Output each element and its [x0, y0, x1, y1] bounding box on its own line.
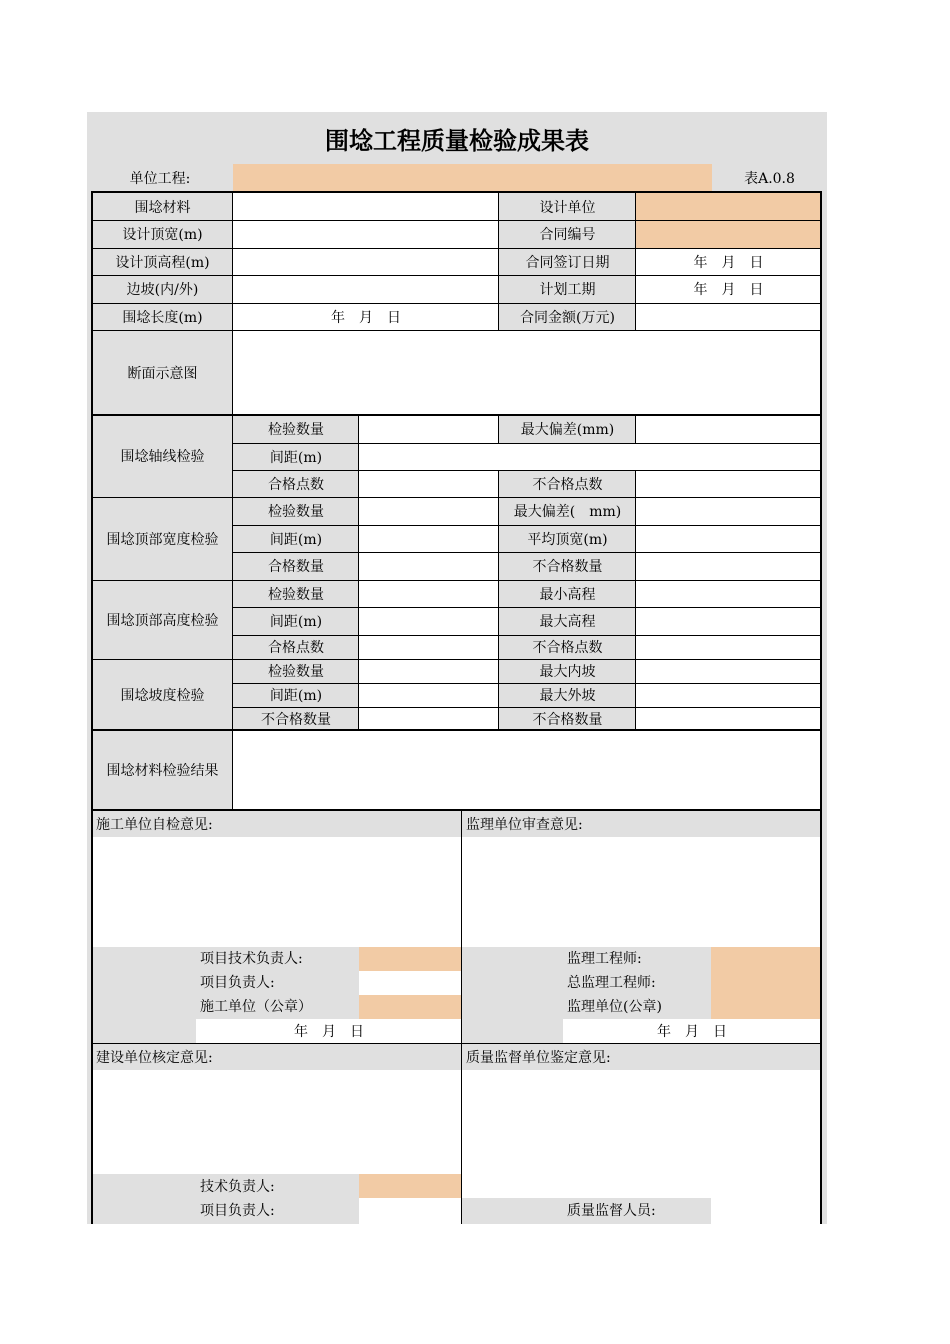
grid-line — [92, 220, 821, 221]
grid-line — [233, 635, 821, 636]
width-group-label: 围埝顶部宽度检验 — [106, 531, 219, 548]
axis-fail-input[interactable] — [636, 470, 821, 497]
quality-staff-input[interactable] — [711, 1198, 821, 1224]
supervisor-opinion-area[interactable] — [462, 837, 821, 947]
pm-label: 项目负责人: — [200, 975, 275, 991]
grid-line — [92, 248, 821, 249]
grid-line — [92, 414, 821, 416]
slope-input[interactable] — [233, 275, 499, 303]
slope-fail-left-input[interactable] — [359, 707, 499, 730]
grid-line — [358, 415, 359, 730]
grid-line — [92, 1043, 821, 1044]
sign-date-label: 合同签订日期 — [525, 254, 610, 271]
width-spacing-label: 间距(m) — [269, 531, 323, 548]
grid-line — [92, 330, 821, 331]
grid-line — [635, 192, 636, 330]
section-label: 断面示意图 — [127, 365, 198, 382]
unit-project-label: 单位工程: — [87, 164, 233, 192]
grid-line — [498, 415, 499, 443]
height-spacing-input[interactable] — [359, 607, 499, 635]
contract-amount-input[interactable] — [636, 303, 821, 330]
grid-line — [461, 810, 462, 1224]
contractor-seal-input[interactable] — [359, 995, 462, 1019]
supervisor-sign-inputs[interactable] — [711, 947, 821, 1019]
grid-line — [92, 809, 821, 811]
page-title: 围埝工程质量检验成果表 — [87, 112, 827, 164]
tech-lead-label: 项目技术负责人: — [200, 951, 303, 967]
contractor-date[interactable]: 年 月 日 — [196, 1019, 462, 1043]
contractor-opinion-label: 施工单位自检意见: — [92, 810, 462, 837]
contractor-date-pad — [92, 1019, 196, 1043]
slope-label: 边坡(内/外) — [126, 282, 199, 298]
length-label: 围埝长度(m) — [122, 309, 203, 326]
width-pass-label: 合格数量 — [268, 559, 324, 575]
supervisor-date-pad — [462, 1019, 563, 1043]
plan-period-value[interactable]: 年 月 日 — [636, 275, 821, 303]
width-maxdev-input[interactable] — [636, 497, 821, 525]
slope-fail-right-input[interactable] — [636, 707, 821, 730]
height-group-label: 围埝顶部高度检验 — [106, 612, 219, 629]
grid-line — [635, 470, 636, 730]
slope-maxout-input[interactable] — [636, 683, 821, 707]
height-fail-input[interactable] — [636, 635, 821, 659]
quality-staff-label: 质量监督人员: — [567, 1203, 656, 1219]
chief-engineer-label: 总监理工程师: — [567, 975, 656, 991]
grid-line — [498, 192, 499, 330]
quality-opinion-area[interactable] — [462, 1070, 821, 1198]
height-pass-input[interactable] — [359, 635, 499, 659]
axis-count-label: 检验数量 — [268, 422, 324, 438]
grid-line — [233, 683, 821, 684]
tech-lead-row — [197, 947, 357, 971]
height-count-input[interactable] — [359, 580, 499, 607]
quality-opinion-label: 质量监督单位鉴定意见: — [462, 1043, 821, 1070]
slope-maxin-input[interactable] — [636, 659, 821, 683]
height-count-label: 检验数量 — [268, 586, 324, 603]
owner-tech-label: 技术负责人: — [200, 1179, 275, 1195]
section-diagram-area[interactable] — [233, 330, 821, 415]
sign-date-value[interactable]: 年 月 日 — [636, 248, 821, 275]
slope-count-label: 检验数量 — [268, 664, 324, 680]
width-count-label: 检验数量 — [268, 504, 324, 520]
grid-line — [92, 580, 821, 581]
grid-line — [233, 470, 821, 471]
grid-line — [635, 415, 636, 443]
axis-pass-input[interactable] — [359, 470, 499, 497]
material-input[interactable] — [233, 193, 499, 220]
height-pass-label: 合格点数 — [268, 640, 324, 656]
contractor-seal-label: 施工单位（公章） — [200, 999, 312, 1015]
width-maxdev-label: 最大偏差( mm) — [513, 504, 622, 520]
grid-line — [232, 192, 233, 810]
slope-fail-left-label: 不合格数量 — [261, 711, 331, 728]
axis-group-label: 围埝轴线检验 — [120, 449, 205, 465]
slope-count-input[interactable] — [359, 659, 499, 683]
form-sheet — [87, 112, 827, 1224]
sup-seal-label: 监理单位(公章) — [567, 999, 662, 1015]
width-fail-input[interactable] — [636, 552, 821, 580]
owner-tech-input[interactable] — [359, 1174, 462, 1198]
grid-line — [92, 729, 821, 731]
pm-row — [197, 971, 357, 995]
contract-amount-label: 合同金额(万元) — [520, 309, 615, 326]
border-top — [91, 191, 822, 193]
grid-line — [233, 607, 821, 608]
top-elev-input[interactable] — [233, 248, 499, 275]
grid-line — [233, 525, 821, 526]
width-count-input[interactable] — [359, 497, 499, 525]
material-label: 围埝材料 — [134, 199, 191, 216]
slope-spacing-label: 间距(m) — [269, 688, 323, 704]
height-min-input[interactable] — [636, 580, 821, 607]
grid-line — [92, 303, 821, 304]
border-left — [91, 191, 93, 1224]
tech-lead-input[interactable] — [359, 947, 462, 971]
contractor-opinion-area[interactable] — [92, 837, 462, 947]
supervisor-date[interactable]: 年 月 日 — [563, 1019, 821, 1043]
slope-group-label: 围埝坡度检验 — [120, 687, 205, 704]
axis-maxdev-input[interactable] — [636, 415, 821, 443]
height-fail-label: 不合格点数 — [532, 640, 603, 656]
axis-fail-label: 不合格点数 — [532, 476, 603, 493]
grid-line — [233, 443, 821, 444]
top-width-label: 设计顶宽(m) — [122, 227, 203, 243]
contractor-seal-row — [197, 995, 357, 1019]
height-spacing-label: 间距(m) — [269, 614, 323, 630]
grid-line — [92, 497, 821, 498]
slope-fail-right-label: 不合格数量 — [532, 711, 603, 728]
width-avg-input[interactable] — [636, 525, 821, 552]
height-max-label: 最大高程 — [539, 614, 596, 630]
grid-line — [498, 470, 499, 730]
owner-opinion-area[interactable] — [92, 1070, 462, 1174]
axis-maxdev-label: 最大偏差(mm) — [520, 422, 615, 438]
supervisor-opinion-label: 监理单位审查意见: — [462, 810, 821, 837]
length-value[interactable]: 年 月 日 — [233, 303, 499, 330]
owner-pm-label: 项目负责人: — [200, 1203, 275, 1219]
design-unit-label: 设计单位 — [539, 199, 596, 216]
grid-line — [92, 659, 821, 660]
axis-count-input[interactable] — [359, 415, 499, 443]
width-pass-input[interactable] — [359, 552, 499, 580]
width-avg-label: 平均顶宽(m) — [527, 531, 608, 548]
material-result-input[interactable] — [233, 730, 821, 810]
top-elev-label: 设计顶高程(m) — [115, 254, 210, 271]
form-number: 表A.0.8 — [712, 164, 827, 192]
width-spacing-input[interactable] — [359, 525, 499, 552]
owner-opinion-label: 建设单位核定意见: — [92, 1043, 462, 1070]
grid-line — [233, 707, 821, 708]
slope-maxout-label: 最大外坡 — [539, 688, 596, 704]
width-fail-label: 不合格数量 — [532, 559, 603, 575]
grid-line — [92, 275, 821, 276]
top-width-input[interactable] — [233, 220, 499, 248]
pm-input[interactable] — [359, 971, 462, 995]
unit-project-input[interactable] — [233, 164, 712, 192]
plan-period-label: 计划工期 — [539, 282, 596, 298]
owner-pm-input[interactable] — [359, 1198, 462, 1224]
axis-spacing-label: 间距(m) — [269, 449, 323, 466]
grid-line — [233, 552, 821, 553]
slope-maxin-label: 最大内坡 — [539, 664, 596, 680]
axis-pass-label: 合格点数 — [268, 476, 324, 493]
sup-engineer-label: 监理工程师: — [567, 951, 642, 967]
material-result-label: 围埝材料检验结果 — [106, 763, 219, 779]
contract-no-label: 合同编号 — [539, 227, 596, 243]
slope-spacing-input[interactable] — [359, 683, 499, 707]
height-max-input[interactable] — [636, 607, 821, 635]
height-min-label: 最小高程 — [539, 586, 596, 603]
axis-spacing-input[interactable] — [359, 443, 821, 470]
